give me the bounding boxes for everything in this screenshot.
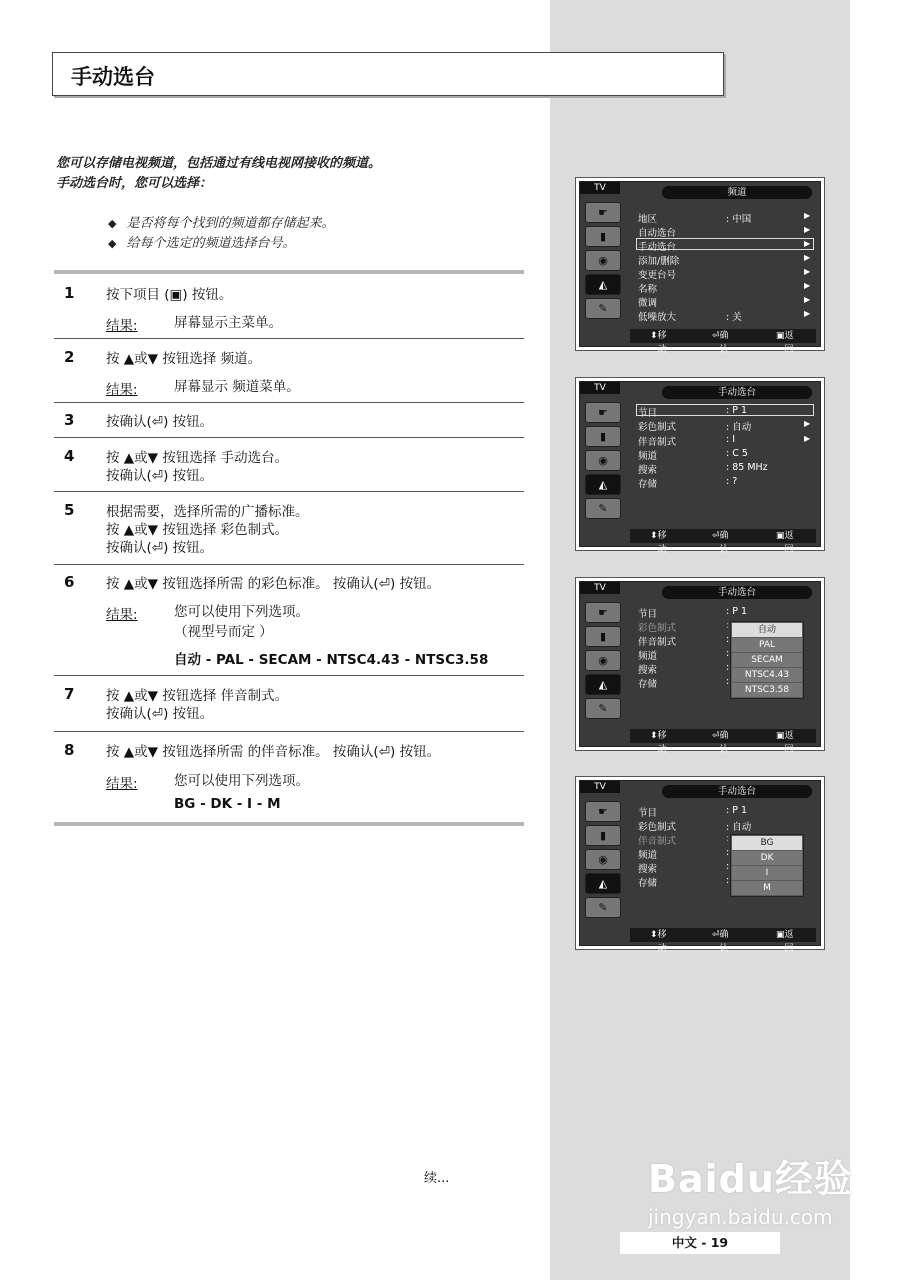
watermark-url: jingyan.baidu.com bbox=[648, 1205, 833, 1229]
step-text: 根据需要，选择所需的广播标准。 按 ▲或▼ 按钮选择 彩色制式。 按确认(⏎) 按钮。 bbox=[106, 504, 309, 556]
continued-note: 续... bbox=[424, 1171, 450, 1186]
menu-item[interactable]: 彩色制式 : 自动 ▶ bbox=[638, 419, 811, 433]
bullet-item: ◆ 是否将每个找到的频道都存储起来。 bbox=[108, 216, 335, 231]
dropdown-option[interactable]: PAL bbox=[732, 638, 802, 652]
step-number: 4 bbox=[64, 447, 75, 465]
picture-icon[interactable]: ☛ bbox=[585, 202, 621, 223]
back-hint: ▣ 返回 bbox=[776, 531, 794, 555]
dropdown-option[interactable]: NTSC4.43 bbox=[732, 668, 802, 682]
step-text: 按 ▲或▼ 按钮选择所需 的伴音标准。 按确认(⏎) 按钮。 bbox=[106, 744, 441, 760]
enter-hint: ⏎ 确认 bbox=[712, 731, 729, 755]
input-icon[interactable]: ✎ bbox=[585, 698, 621, 719]
result-text: 屏幕显示 频道菜单。 bbox=[174, 379, 300, 395]
dropdown-option[interactable]: BG bbox=[732, 836, 802, 850]
menu-item[interactable]: 手动选台 ▶ bbox=[638, 239, 811, 253]
back-hint: ▣ 返回 bbox=[776, 930, 794, 954]
enter-hint: ⏎ 确认 bbox=[712, 331, 729, 355]
picture-icon[interactable]: ☛ bbox=[585, 402, 621, 423]
menu-item[interactable]: 搜索 : bbox=[638, 662, 730, 676]
menu-item[interactable]: 节目 : P 1 bbox=[638, 405, 748, 419]
divider bbox=[54, 822, 524, 826]
step-number: 8 bbox=[64, 741, 75, 759]
menu-item[interactable]: 搜索 : bbox=[638, 861, 730, 875]
menu-item[interactable]: 低噪放大 : 关 ▶ bbox=[638, 309, 811, 323]
sound-icon[interactable]: ▮ bbox=[585, 626, 621, 647]
picture-icon[interactable]: ☛ bbox=[585, 801, 621, 822]
menu-title: 手动选台 bbox=[662, 785, 812, 798]
result-text: 您可以使用下列选项。 （视型号而定 ） bbox=[174, 604, 309, 640]
picture-icon[interactable]: ☛ bbox=[585, 602, 621, 623]
watermark-logo-text: Baidu经验 bbox=[648, 1157, 853, 1201]
step-number: 7 bbox=[64, 685, 75, 703]
screen-footer bbox=[630, 529, 816, 555]
tv-screen-manual-store bbox=[575, 377, 825, 555]
move-hint: ⬍ 移动 bbox=[650, 531, 667, 555]
step-text: 按确认(⏎) 按钮。 bbox=[106, 414, 214, 430]
setup-icon[interactable]: ◭ bbox=[585, 873, 621, 894]
menu-item[interactable]: 节目 : P 1 bbox=[638, 606, 748, 620]
screen-footer bbox=[630, 928, 816, 954]
menu-item[interactable]: 自动选台 ▶ bbox=[638, 225, 811, 239]
step-text: 按下项目 (▣) 按钮。 bbox=[106, 287, 233, 303]
dropdown-option[interactable]: SECAM bbox=[732, 653, 802, 667]
menu-item[interactable]: 添加/删除 ▶ bbox=[638, 253, 811, 267]
divider bbox=[54, 564, 524, 565]
result-label: 结果: bbox=[106, 382, 138, 398]
dropdown-option[interactable]: M bbox=[732, 881, 802, 895]
result-label: 结果: bbox=[106, 776, 138, 792]
option-list: 自动 - PAL - SECAM - NTSC4.43 - NTSC3.58 bbox=[174, 652, 489, 668]
menu-item[interactable]: 存储 : bbox=[638, 875, 730, 889]
menu-item[interactable]: 地区 : 中国 ▶ bbox=[638, 211, 811, 225]
step-number: 3 bbox=[64, 411, 75, 429]
divider bbox=[54, 270, 524, 274]
enter-hint: ⏎ 确认 bbox=[712, 531, 729, 555]
option-list: BG - DK - I - M bbox=[174, 796, 281, 812]
channel-icon[interactable]: ◉ bbox=[585, 250, 621, 271]
sound-icon[interactable]: ▮ bbox=[585, 226, 621, 247]
result-text: 屏幕显示主菜单。 bbox=[174, 315, 282, 331]
menu-title: 频道 bbox=[662, 186, 812, 199]
tv-screen-color-system bbox=[575, 577, 825, 755]
channel-icon[interactable]: ◉ bbox=[585, 450, 621, 471]
tv-label: TV bbox=[580, 182, 620, 194]
color-system-dropdown[interactable] bbox=[730, 621, 804, 699]
enter-hint: ⏎ 确认 bbox=[712, 930, 729, 954]
divider bbox=[54, 731, 524, 732]
intro-line-1: 您可以存储电视频道，包括通过有线电视网接收的频道。 bbox=[56, 156, 382, 171]
step-text: 按 ▲或▼ 按钮选择 频道。 bbox=[106, 351, 262, 367]
sound-system-dropdown[interactable] bbox=[730, 834, 804, 897]
step-number: 1 bbox=[64, 284, 75, 302]
divider bbox=[54, 338, 524, 339]
tv-label: TV bbox=[580, 781, 620, 793]
step-number: 6 bbox=[64, 573, 75, 591]
input-icon[interactable]: ✎ bbox=[585, 298, 621, 319]
divider bbox=[54, 675, 524, 676]
sound-icon[interactable]: ▮ bbox=[585, 825, 621, 846]
channel-icon[interactable]: ◉ bbox=[585, 849, 621, 870]
menu-item[interactable]: 频道 : C 5 bbox=[638, 448, 748, 462]
menu-item[interactable]: 存储 : ? bbox=[638, 476, 738, 490]
screen-footer bbox=[630, 329, 816, 355]
page-number: 中文 - 19 bbox=[620, 1232, 780, 1254]
intro-line-2: 手动选台时，您可以选择： bbox=[56, 176, 213, 191]
dropdown-option[interactable]: NTSC3.58 bbox=[732, 683, 802, 697]
icon-column bbox=[583, 400, 627, 530]
bullet-diamond-icon: ◆ bbox=[108, 237, 117, 250]
setup-icon[interactable]: ◭ bbox=[585, 274, 621, 295]
icon-column bbox=[583, 600, 627, 730]
result-label: 结果: bbox=[106, 318, 138, 334]
divider bbox=[54, 437, 524, 438]
watermark bbox=[648, 1148, 853, 1229]
move-hint: ⬍ 移动 bbox=[650, 930, 667, 954]
back-hint: ▣ 返回 bbox=[776, 331, 794, 355]
menu-item[interactable]: 彩色制式 : 自动 bbox=[638, 822, 752, 833]
menu-item[interactable]: 伴音制式 : bbox=[638, 833, 730, 847]
setup-icon[interactable]: ◭ bbox=[585, 474, 621, 495]
dropdown-option[interactable]: I bbox=[732, 866, 802, 880]
icon-column bbox=[583, 200, 627, 330]
tv-label: TV bbox=[580, 582, 620, 594]
menu-item[interactable]: 伴音制式 : I ▶ bbox=[638, 434, 811, 448]
bullet-item: ◆ 给每个选定的频道选择台号。 bbox=[108, 236, 296, 251]
bullet-diamond-icon: ◆ bbox=[108, 217, 117, 230]
result-text: 您可以使用下列选项。 bbox=[174, 773, 309, 789]
page-title: 手动选台 bbox=[71, 65, 155, 89]
tv-screen-channel-menu bbox=[575, 177, 825, 355]
divider bbox=[54, 402, 524, 403]
tv-screen-sound-system bbox=[575, 776, 825, 954]
menu-item[interactable]: 存储 : bbox=[638, 676, 730, 690]
menu-item[interactable]: 名称 ▶ bbox=[638, 281, 811, 295]
menu-item[interactable]: 频道 : bbox=[638, 847, 730, 861]
title-box bbox=[52, 52, 724, 96]
step-number: 5 bbox=[64, 501, 75, 519]
input-icon[interactable]: ✎ bbox=[585, 498, 621, 519]
step-number: 2 bbox=[64, 348, 75, 366]
selection-highlight bbox=[636, 404, 814, 416]
sound-icon[interactable]: ▮ bbox=[585, 426, 621, 447]
icon-column bbox=[583, 799, 627, 929]
step-text: 按 ▲或▼ 按钮选择所需 的彩色标准。 按确认(⏎) 按钮。 bbox=[106, 576, 441, 592]
setup-icon[interactable]: ◭ bbox=[585, 674, 621, 695]
dropdown-option[interactable]: DK bbox=[732, 851, 802, 865]
screen-footer bbox=[630, 729, 816, 755]
menu-item[interactable]: 彩色制式 : bbox=[638, 620, 730, 634]
menu-item[interactable]: 频道 : bbox=[638, 648, 730, 662]
menu-title: 手动选台 bbox=[662, 586, 812, 599]
input-icon[interactable]: ✎ bbox=[585, 897, 621, 918]
tv-label: TV bbox=[580, 382, 620, 394]
step-text: 按 ▲或▼ 按钮选择 伴音制式。 按确认(⏎) 按钮。 bbox=[106, 688, 289, 722]
move-hint: ⬍ 移动 bbox=[650, 731, 667, 755]
menu-item[interactable]: 变更台号 ▶ bbox=[638, 267, 811, 281]
move-hint: ⬍ 移动 bbox=[650, 331, 667, 355]
menu-item[interactable]: 伴音制式 : bbox=[638, 634, 730, 648]
back-hint: ▣ 返回 bbox=[776, 731, 794, 755]
dropdown-option[interactable]: 自动 bbox=[732, 623, 802, 637]
menu-item[interactable]: 节目 : P 1 bbox=[638, 805, 748, 819]
menu-title: 手动选台 bbox=[662, 386, 812, 399]
channel-icon[interactable]: ◉ bbox=[585, 650, 621, 671]
result-label: 结果: bbox=[106, 607, 138, 623]
menu-item[interactable]: 微调 ▶ bbox=[638, 295, 811, 309]
divider bbox=[54, 491, 524, 492]
menu-item[interactable]: 搜索 : 85 MHz bbox=[638, 462, 768, 476]
step-text: 按 ▲或▼ 按钮选择 手动选台。 按确认(⏎) 按钮。 bbox=[106, 450, 289, 484]
